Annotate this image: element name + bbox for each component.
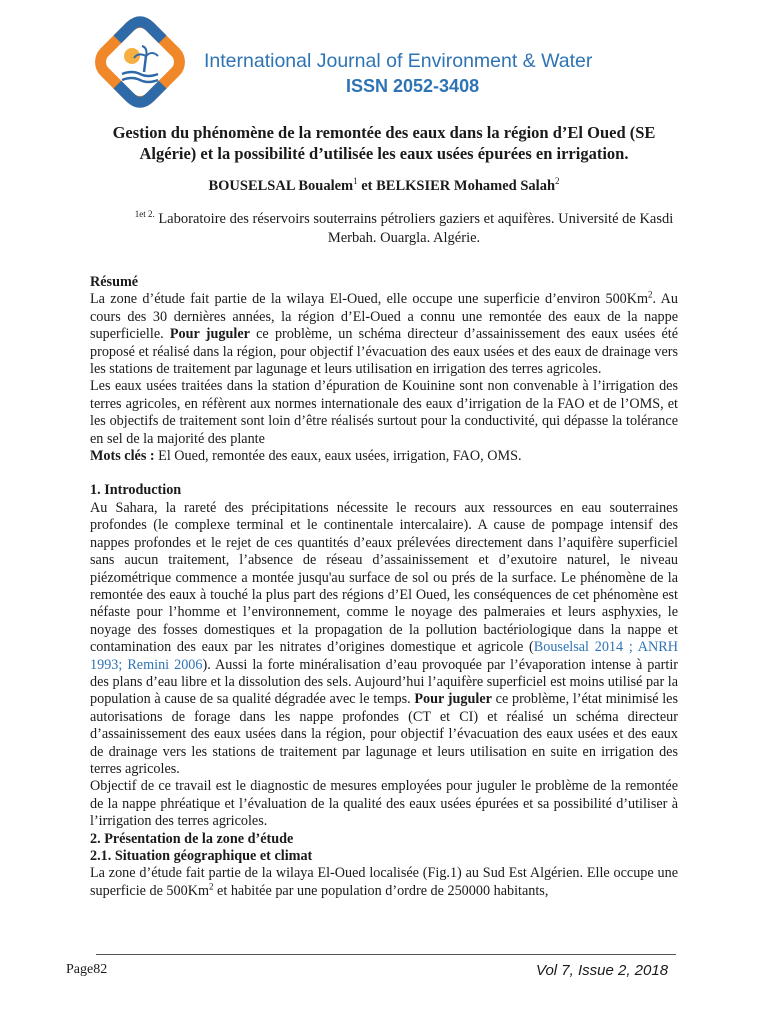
- authors: [90, 178, 678, 195]
- paper-title: Gestion du phénomène de la remontée des eaux dans la région d’El Oued (SE Algérie) et la possibilité d’utilisée les eaux usées épurées en irrigation.: [112, 123, 656, 163]
- intro-p1-c: ce problème, l’état minimisé les autorisations de forage dans les nappe profondes (CT et CI) et réalisé un schéma directeur d’assainissement des eaux usées dans la région, pour objectif l’évacuation des eaux usées et des eaux de drainage vers les stations de traitement par lagunage et leurs utilisation en suite en irrigation des terres agricoles.: [90, 691, 678, 777]
- intro-heading: 1. Introduction: [90, 482, 182, 499]
- section-2-heading: 2. Présentation de la zone d’étude: [90, 830, 294, 847]
- intro-p1-a: Au Sahara, la rareté des précipitations nécessite le recours aux ressources en eau souterraines profondes (le complexe terminal et le continentale intercalaire). A cause de pompage intensif des nappes profondes et le rejet de ces quantités d’eaux prélevées directement dans l’aquifère superficiel sans aucun traitement, l’absence de réseau d’assainissement et d’exutoire naturel, le niveau piézométrique commence a montée jusqu'au surface de sol ou prés de la surface. Le phénomène de la remontée des eaux à touché la plus part des régions d’El Oued, les conséquences de cet phénomène est néfaste pour l’homme et l’environnement, comme le noyage des palmeraies et leurs asphyxies, le noyage des fosses domestiques et la propagation de la pollution bactériologique dans la nappe et contamination des eaux par les nitrates d’origines domestique et agricole (: [90, 499, 678, 656]
- affiliation-text: Laboratoire des réservoirs souterrains pétroliers gaziers et aquifères. Université de Kasdi Merbah. Ouargla. Algérie.: [154, 211, 674, 246]
- abstract-p1-bold: Pour juguler: [169, 326, 250, 343]
- abstract-paragraph-1: [90, 291, 678, 378]
- abstract-p1-c: ce problème, un schéma directeur d’assainissement des eaux usées été proposé et réalisé dans la région, pour objectif l’évacuation des eaux usées et des eaux de drainage vers les stations de traitement par lagunage et leurs utilisation en irrigation des terres agricoles.: [90, 326, 678, 378]
- journal-name: International Journal of Environment & Water: [204, 50, 593, 72]
- intro-citation[interactable]: Bouselsal 2014 ; ANRH 1993; Remini 2006: [90, 639, 678, 673]
- footer-volume: Vol 7, Issue 2, 2018: [536, 962, 669, 979]
- footer-page-number: Page82: [66, 962, 108, 977]
- section-2-paragraph-1: [90, 865, 678, 900]
- abstract-p1-sup: 2: [648, 289, 653, 300]
- author-1-sup: 1: [353, 176, 358, 187]
- author-conj: et: [357, 178, 377, 194]
- author-2-sup: 2: [555, 176, 560, 187]
- section-2-p1-a: La zone d’étude fait partie de la wilaya El-Oued localisée (Fig.1) au Sud Est Algérien. Elle occupe une superficie de 500Km: [90, 865, 678, 899]
- footer-divider: [96, 954, 676, 955]
- section-spacer: [90, 465, 678, 482]
- keywords-label: Mots clés :: [90, 448, 155, 465]
- section-2-p1-b: et habitée par une population d’ordre de 250000 habitants,: [213, 882, 549, 899]
- abstract-heading: Résumé: [90, 274, 139, 290]
- author-2: BELKSIER Mohamed Salah: [376, 178, 556, 194]
- intro-p1-b: ). Aussi la forte minéralisation d’eau provoquée par l’évaporation intense à partir des plans d’eau libre et la dissolution des sels. Aujourd’hui l’aquifère superficiel est moins utilisé par la population à cause de sa qualité dégradée avec le temps.: [90, 656, 678, 708]
- abstract-p1-b: . Au cours des 30 dernières années, la région d’El-Oued a connu une remontée des eaux de la nappe superficielle.: [90, 291, 678, 343]
- intro-p1-bold: Pour juguler: [414, 691, 492, 708]
- abstract-paragraph-2: Les eaux usées traitées dans la station d’épuration de Kouinine sont non convenable à l’irrigation des terres agricoles, en réfèrent aux normes internationale des eaux d’irrigation de la FAO et de l’OMS, et les objectifs de traitement sont loin d’être réalisés surtout pour la conductivité, qui dépasse la tolérance en sel de la majorité des plante: [90, 378, 678, 447]
- intro-paragraph-1: [90, 500, 678, 779]
- intro-paragraph-2: Objectif de ce travail est le diagnostic de mesures employées pour juguler le problème de la remontée de la nappe phréatique et l’évaluation de la qualité des eaux usées épurées et sa possibilité d’utiliser à l’irrigation des terres agricoles.: [90, 778, 678, 830]
- affiliation-sup: 1et 2.: [134, 209, 155, 220]
- journal-logo-icon: [92, 14, 188, 110]
- article-body: [90, 274, 678, 900]
- keywords-text: El Oued, remontée des eaux, eaux usées, irrigation, FAO, OMS.: [154, 448, 522, 465]
- section-2-p1-sup: 2: [208, 881, 214, 892]
- journal-issn: ISSN 2052-3408: [346, 76, 480, 96]
- keywords: [90, 448, 678, 465]
- author-1: BOUSELSAL Boualem: [208, 178, 354, 194]
- abstract-p1-a: La zone d’étude fait partie de la wilaya El-Oued, elle occupe une superficie d’environ 500Km: [90, 291, 649, 308]
- section-2-1-heading: 2.1. Situation géographique et climat: [90, 848, 313, 864]
- affiliation: [124, 210, 684, 248]
